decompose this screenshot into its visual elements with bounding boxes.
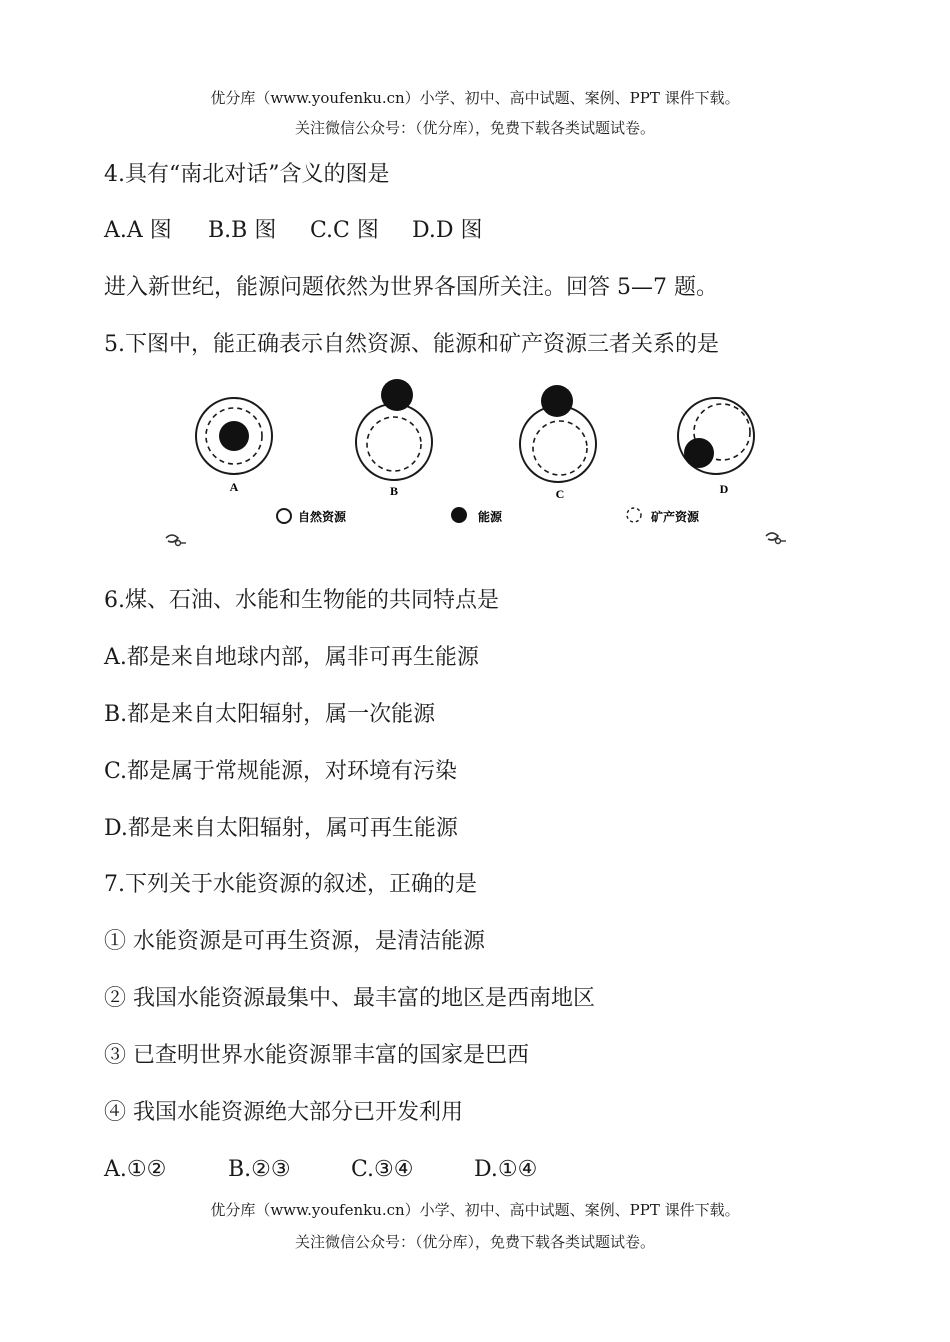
diagram-b [356,379,432,498]
energy-circle-b [381,379,413,411]
footer-line-2: 关注微信公众号：（优分库），免费下载各类试题试卷。 [294,1233,655,1251]
q6-option-a: A.都是来自地球内部，属非可再生能源 [104,645,479,670]
natural-resource-circle-c [520,406,596,482]
energy-circle-a [219,421,249,451]
diagram-label-b: B [389,484,399,498]
q5-diagram [160,376,800,556]
q7-statement-4: ④ 我国水能资源绝大部分已开发利用 [104,1100,463,1125]
q7-option-d: D.①④ [474,1157,538,1182]
mineral-resource-circle-b [367,417,421,471]
intro-text: 进入新世纪，能源问题依然为世界各国所关注。回答 5—7 题。 [104,275,718,300]
q4-option-a: A.A 图 [104,218,172,243]
diagram-label-d: D [719,482,729,496]
q4-option-b: B.B 图 [208,218,277,243]
legend-natural-label: 自然资源 [298,510,347,524]
diagram-c [520,385,596,501]
diagram-label-a: A [229,480,239,494]
q7-statement-3: ③ 已查明世界水能资源罪丰富的国家是巴西 [104,1043,529,1068]
q6-option-d: D.都是来自太阳辐射，属可再生能源 [104,816,458,841]
q4-option-d: D.D 图 [412,218,483,243]
header-line-2: 关注微信公众号：（优分库），免费下载各类试题试卷。 [294,119,655,137]
legend-natural-symbol [277,509,291,523]
q7-options [104,1155,537,1185]
q4-options [104,216,482,246]
diagram-label-c: C [555,487,565,501]
q6-option-b: B.都是来自太阳辐射，属一次能源 [104,702,436,727]
legend-mineral-symbol [627,508,641,522]
legend-energy-symbol [451,507,467,523]
mineral-resource-circle-c [533,421,587,475]
energy-circle-d [684,438,714,468]
q7-option-c: C.③④ [351,1157,414,1182]
q7-stem: 7.下列关于水能资源的叙述，正确的是 [104,872,477,897]
diagram-a [196,398,272,494]
right-mark-icon [766,533,786,544]
legend-mineral-label: 矿产资源 [651,510,700,524]
header-line-1: 优分库（www.youfenku.cn）小学、初中、高中试题、案例、PPT 课件下载。 [210,89,740,107]
q5-stem: 5.下图中，能正确表示自然资源、能源和矿产资源三者关系的是 [104,332,719,357]
diagram-d [678,398,754,496]
q4-option-c: C.C 图 [310,218,379,243]
legend [277,507,700,524]
q6-stem: 6.煤、石油、水能和生物能的共同特点是 [104,588,499,613]
legend-energy-label: 能源 [478,510,503,524]
energy-circle-c [541,385,573,417]
q4-stem: 4.具有“南北对话”含义的图是 [104,162,390,187]
q7-statement-1: ① 水能资源是可再生资源，是清洁能源 [104,929,485,954]
left-mark-icon [166,535,186,546]
q7-option-a: A.①② [104,1157,167,1182]
q7-option-b: B.②③ [228,1157,291,1182]
q6-option-c: C.都是属于常规能源，对环境有污染 [104,759,458,784]
q7-statement-2: ② 我国水能资源最集中、最丰富的地区是西南地区 [104,986,595,1011]
footer-line-1: 优分库（www.youfenku.cn）小学、初中、高中试题、案例、PPT 课件下载。 [210,1201,740,1219]
